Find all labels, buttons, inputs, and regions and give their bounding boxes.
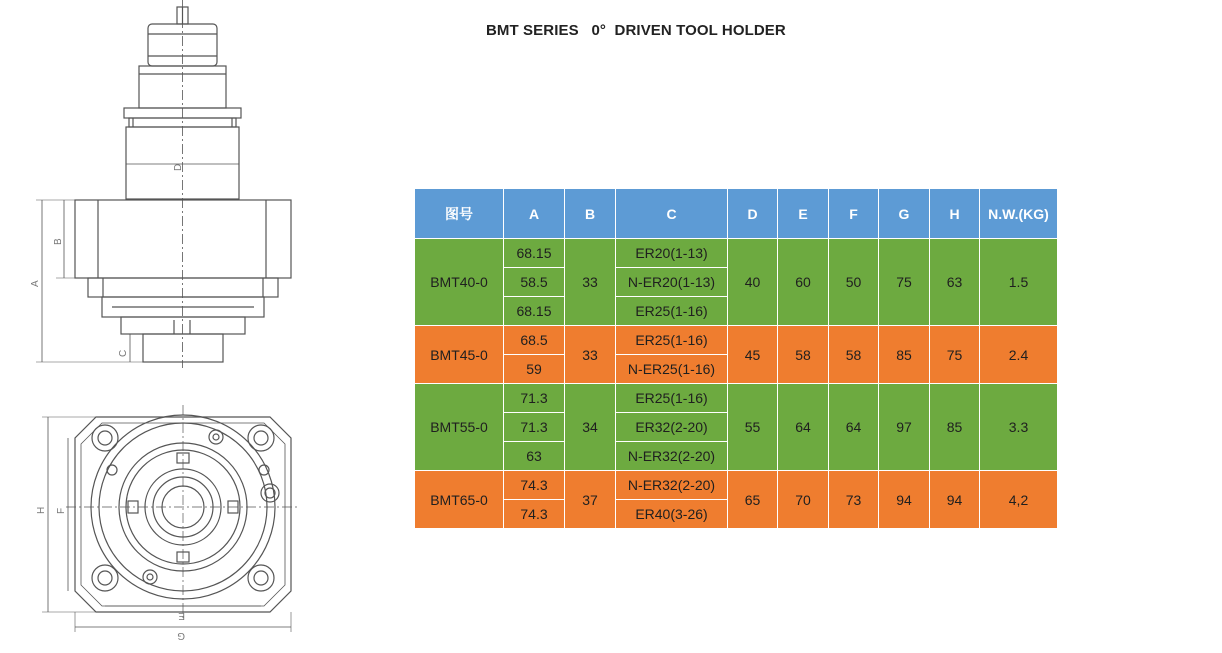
dim-label-d: D — [173, 163, 184, 171]
weight-cell: 1.5 — [980, 239, 1058, 326]
model-cell: BMT55-0 — [415, 384, 504, 471]
technical-drawing — [0, 0, 360, 653]
header-drawing-no: 图号 — [415, 189, 504, 239]
dim-label-g: G — [177, 630, 185, 641]
h-cell: 75 — [930, 326, 980, 384]
header-f: F — [829, 189, 879, 239]
b-cell: 34 — [565, 384, 616, 471]
table-header-row — [415, 189, 1058, 239]
a-cell: 74.3 — [504, 500, 565, 529]
table-row — [415, 326, 1058, 355]
dim-label-c: C — [118, 349, 129, 357]
dim-label-f: F — [56, 507, 67, 514]
c-cell: ER32(2-20) — [616, 413, 728, 442]
a-cell: 58.5 — [504, 268, 565, 297]
a-cell: 71.3 — [504, 384, 565, 413]
header-net-weight: N.W.(KG) — [980, 189, 1058, 239]
a-cell: 68.15 — [504, 297, 565, 326]
c-cell: N-ER32(2-20) — [616, 442, 728, 471]
g-cell: 85 — [879, 326, 930, 384]
e-cell: 58 — [778, 326, 829, 384]
weight-cell: 4,2 — [980, 471, 1058, 529]
model-cell: BMT65-0 — [415, 471, 504, 529]
weight-cell: 2.4 — [980, 326, 1058, 384]
table-row — [415, 239, 1058, 268]
a-cell: 68.5 — [504, 326, 565, 355]
dim-label-b: B — [53, 238, 64, 245]
b-cell: 33 — [565, 326, 616, 384]
a-cell: 63 — [504, 442, 565, 471]
header-h: H — [930, 189, 980, 239]
side-view — [30, 0, 291, 368]
weight-cell: 3.3 — [980, 384, 1058, 471]
model-cell: BMT45-0 — [415, 326, 504, 384]
d-cell: 45 — [728, 326, 778, 384]
c-cell: ER25(1-16) — [616, 326, 728, 355]
header-g: G — [879, 189, 930, 239]
g-cell: 75 — [879, 239, 930, 326]
c-cell: N-ER20(1-13) — [616, 268, 728, 297]
top-view — [36, 405, 300, 641]
d-cell: 65 — [728, 471, 778, 529]
e-cell: 70 — [778, 471, 829, 529]
d-cell: 55 — [728, 384, 778, 471]
f-cell: 58 — [829, 326, 879, 384]
b-cell: 37 — [565, 471, 616, 529]
a-cell: 59 — [504, 355, 565, 384]
header-a: A — [504, 189, 565, 239]
c-cell: ER25(1-16) — [616, 297, 728, 326]
g-cell: 97 — [879, 384, 930, 471]
f-cell: 73 — [829, 471, 879, 529]
c-cell: ER20(1-13) — [616, 239, 728, 268]
d-cell: 40 — [728, 239, 778, 326]
model-cell: BMT40-0 — [415, 239, 504, 326]
spec-table — [414, 188, 1058, 529]
h-cell: 94 — [930, 471, 980, 529]
f-cell: 50 — [829, 239, 879, 326]
e-cell: 64 — [778, 384, 829, 471]
header-e: E — [778, 189, 829, 239]
e-cell: 60 — [778, 239, 829, 326]
table-row — [415, 471, 1058, 500]
c-cell: N-ER32(2-20) — [616, 471, 728, 500]
header-b: B — [565, 189, 616, 239]
header-d: D — [728, 189, 778, 239]
h-cell: 85 — [930, 384, 980, 471]
a-cell: 74.3 — [504, 471, 565, 500]
c-cell: ER40(3-26) — [616, 500, 728, 529]
c-cell: N-ER25(1-16) — [616, 355, 728, 384]
dim-label-a: A — [30, 280, 41, 287]
table-row — [415, 384, 1058, 413]
dim-label-h: H — [36, 506, 47, 514]
header-c: C — [616, 189, 728, 239]
b-cell: 33 — [565, 239, 616, 326]
h-cell: 63 — [930, 239, 980, 326]
c-cell: ER25(1-16) — [616, 384, 728, 413]
a-cell: 71.3 — [504, 413, 565, 442]
page-title: BMT SERIES 0° DRIVEN TOOL HOLDER — [486, 22, 786, 39]
a-cell: 68.15 — [504, 239, 565, 268]
g-cell: 94 — [879, 471, 930, 529]
dim-label-e: E — [178, 610, 185, 621]
f-cell: 64 — [829, 384, 879, 471]
